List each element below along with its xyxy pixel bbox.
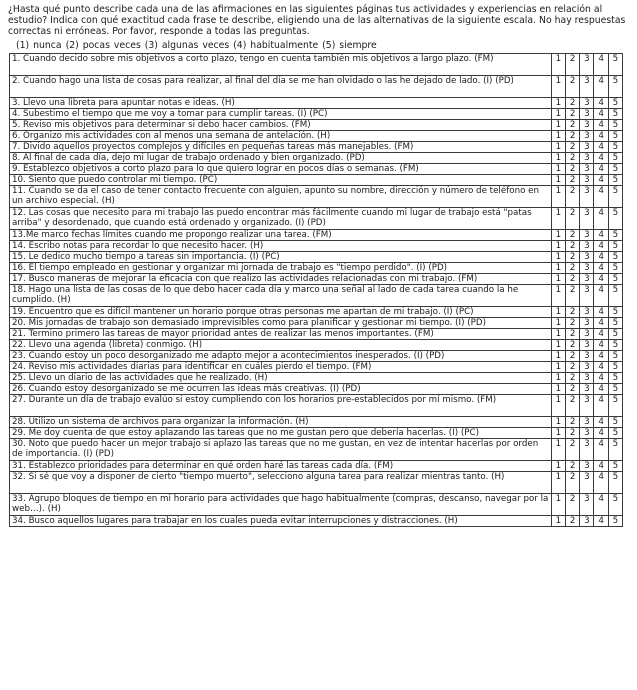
rating-option-3[interactable]: 3 (580, 307, 594, 318)
table-row (10, 340, 623, 351)
rating-option-1[interactable]: 1 (551, 384, 565, 395)
rating-option-4[interactable]: 4 (594, 142, 608, 153)
rating-option-5[interactable]: 5 (608, 307, 622, 318)
rating-option-5[interactable]: 5 (608, 351, 622, 362)
rating-option-1[interactable]: 1 (551, 307, 565, 318)
rating-option-2[interactable]: 2 (566, 241, 580, 252)
rating-option-3[interactable]: 3 (580, 120, 594, 131)
rating-option-2[interactable]: 2 (566, 472, 580, 494)
rating-option-2[interactable]: 2 (566, 461, 580, 472)
rating-option-1[interactable]: 1 (551, 340, 565, 351)
table-row (10, 76, 623, 98)
item-statement: 18. Hago una lista de las cosas de lo que debo hacer cada día y marco una señal al lado de cada tarea cuando la he cumplido. (H) (10, 285, 552, 307)
rating-option-4[interactable]: 4 (594, 109, 608, 120)
rating-option-2[interactable]: 2 (566, 494, 580, 516)
table-row (10, 252, 623, 263)
rating-option-1[interactable]: 1 (551, 439, 565, 461)
rating-option-1[interactable]: 1 (551, 417, 565, 428)
item-statement: 4. Subestimo el tiempo que me voy a tomar para cumplir tareas. (I) (PC) (10, 109, 552, 120)
rating-option-2[interactable]: 2 (566, 153, 580, 164)
rating-option-4[interactable]: 4 (594, 417, 608, 428)
table-row (10, 373, 623, 384)
table-row (10, 439, 623, 461)
rating-option-5[interactable]: 5 (608, 153, 622, 164)
rating-option-3[interactable]: 3 (580, 472, 594, 494)
rating-option-5[interactable]: 5 (608, 109, 622, 120)
rating-option-1[interactable]: 1 (551, 120, 565, 131)
rating-option-3[interactable]: 3 (580, 241, 594, 252)
rating-option-1[interactable]: 1 (551, 428, 565, 439)
rating-option-3[interactable]: 3 (580, 285, 594, 307)
item-statement: 24. Reviso mis actividades diarias para identificar en cuáles pierdo el tiempo. (FM) (10, 362, 552, 373)
rating-option-1[interactable]: 1 (551, 362, 565, 373)
rating-option-4[interactable]: 4 (594, 175, 608, 186)
item-statement: 33. Agrupo bloques de tiempo en mi horario para actividades que hago habitualmente (compras, descanso, navegar por la web…). (H) (10, 494, 552, 516)
rating-option-3[interactable]: 3 (580, 494, 594, 516)
rating-option-3[interactable]: 3 (580, 98, 594, 109)
table-row (10, 318, 623, 329)
rating-option-3[interactable]: 3 (580, 274, 594, 285)
table-row (10, 109, 623, 120)
rating-option-3[interactable]: 3 (580, 395, 594, 417)
rating-option-4[interactable]: 4 (594, 439, 608, 461)
item-statement: 21. Termino primero las tareas de mayor prioridad antes de realizar las menos importantes. (FM) (10, 329, 552, 340)
rating-option-4[interactable]: 4 (594, 395, 608, 417)
rating-option-2[interactable]: 2 (566, 186, 580, 208)
rating-option-2[interactable]: 2 (566, 417, 580, 428)
item-statement: 14. Escribo notas para recordar lo que necesito hacer. (H) (10, 241, 552, 252)
item-statement: 10. Siento que puedo controlar mi tiempo. (PC) (10, 175, 552, 186)
table-row (10, 384, 623, 395)
rating-option-3[interactable]: 3 (580, 351, 594, 362)
item-statement: 15. Le dedico mucho tiempo a tareas sin importancia. (I) (PC) (10, 252, 552, 263)
rating-option-3[interactable]: 3 (580, 142, 594, 153)
table-row (10, 230, 623, 241)
item-statement: 9. Establezco objetivos a corto plazo para lo que quiero lograr en pocos días o semanas. (FM) (10, 164, 552, 175)
rating-option-4[interactable]: 4 (594, 329, 608, 340)
table-row (10, 208, 623, 230)
table-row (10, 461, 623, 472)
rating-option-2[interactable]: 2 (566, 263, 580, 274)
item-statement: 12. Las cosas que necesito para mi trabajo las puedo encontrar más fácilmente cuando mi lugar de trabajo está "patas arriba" y desordenado, que cuando está ordenado y organizado. (I) (PD) (10, 208, 552, 230)
rating-option-2[interactable]: 2 (566, 329, 580, 340)
table-row (10, 351, 623, 362)
rating-option-5[interactable]: 5 (608, 241, 622, 252)
item-statement: 34. Busco aquellos lugares para trabajar en los cuales pueda evitar interrupciones y distracciones. (H) (10, 516, 552, 527)
rating-option-2[interactable]: 2 (566, 54, 580, 76)
rating-option-2[interactable]: 2 (566, 76, 580, 98)
rating-option-3[interactable]: 3 (580, 263, 594, 274)
item-statement: 26. Cuando estoy desorganizado se me ocurren las ideas más creativas. (I) (PD) (10, 384, 552, 395)
rating-option-4[interactable]: 4 (594, 131, 608, 142)
rating-option-4[interactable]: 4 (594, 428, 608, 439)
rating-option-1[interactable]: 1 (551, 208, 565, 230)
table-row (10, 395, 623, 417)
rating-option-4[interactable]: 4 (594, 54, 608, 76)
rating-option-2[interactable]: 2 (566, 373, 580, 384)
item-statement: 13.Me marco fechas límites cuando me propongo realizar una tarea. (FM) (10, 230, 552, 241)
rating-option-4[interactable]: 4 (594, 76, 608, 98)
rating-option-1[interactable]: 1 (551, 274, 565, 285)
rating-option-1[interactable]: 1 (551, 395, 565, 417)
rating-option-2[interactable]: 2 (566, 120, 580, 131)
table-row (10, 274, 623, 285)
rating-option-1[interactable]: 1 (551, 351, 565, 362)
table-row (10, 175, 623, 186)
table-row (10, 494, 623, 516)
rating-option-5[interactable]: 5 (608, 318, 622, 329)
rating-option-3[interactable]: 3 (580, 175, 594, 186)
rating-option-5[interactable]: 5 (608, 395, 622, 417)
item-statement: 8. Al final de cada día, dejo mi lugar de trabajo ordenado y bien organizado. (PD) (10, 153, 552, 164)
rating-option-2[interactable]: 2 (566, 208, 580, 230)
rating-option-4[interactable]: 4 (594, 208, 608, 230)
rating-option-3[interactable]: 3 (580, 516, 594, 527)
rating-option-2[interactable]: 2 (566, 274, 580, 285)
rating-option-1[interactable]: 1 (551, 153, 565, 164)
rating-option-3[interactable]: 3 (580, 153, 594, 164)
rating-option-5[interactable]: 5 (608, 175, 622, 186)
item-statement: 5. Reviso mis objetivos para determinar si debo hacer cambios. (FM) (10, 120, 552, 131)
rating-option-3[interactable]: 3 (580, 384, 594, 395)
rating-option-3[interactable]: 3 (580, 164, 594, 175)
rating-option-1[interactable]: 1 (551, 76, 565, 98)
rating-option-5[interactable]: 5 (608, 340, 622, 351)
rating-option-3[interactable]: 3 (580, 362, 594, 373)
rating-option-4[interactable]: 4 (594, 307, 608, 318)
rating-option-1[interactable]: 1 (551, 494, 565, 516)
item-statement: 30. Noto que puedo hacer un mejor trabajo si aplazo las tareas que no me gustan, en vez de intentar hacerlas por orden de importancia. (I) (PD) (10, 439, 552, 461)
rating-option-4[interactable]: 4 (594, 340, 608, 351)
rating-option-3[interactable]: 3 (580, 131, 594, 142)
table-row (10, 241, 623, 252)
rating-option-4[interactable]: 4 (594, 274, 608, 285)
item-statement: 17. Busco maneras de mejorar la eficacia con que realizo las actividades relacionadas con mi trabajo. (FM) (10, 274, 552, 285)
item-statement: 3. Llevo una libreta para apuntar notas e ideas. (H) (10, 98, 552, 109)
item-statement: 2. Cuando hago una lista de cosas para realizar, al final del día se me han olvidado o las he dejado de lado. (I) (PD) (10, 76, 552, 98)
rating-option-5[interactable]: 5 (608, 252, 622, 263)
rating-option-3[interactable]: 3 (580, 428, 594, 439)
table-row (10, 131, 623, 142)
rating-option-4[interactable]: 4 (594, 384, 608, 395)
item-statement: 28. Utilizo un sistema de archivos para organizar la información. (H) (10, 417, 552, 428)
rating-option-5[interactable]: 5 (608, 285, 622, 307)
item-statement: 31. Establezco prioridades para determinar en qué orden haré las tareas cada día. (FM) (10, 461, 552, 472)
rating-option-4[interactable]: 4 (594, 164, 608, 175)
rating-option-1[interactable]: 1 (551, 263, 565, 274)
rating-option-5[interactable]: 5 (608, 131, 622, 142)
table-row (10, 516, 623, 527)
rating-option-2[interactable]: 2 (566, 142, 580, 153)
table-row (10, 472, 623, 494)
rating-option-2[interactable]: 2 (566, 395, 580, 417)
item-statement: 23. Cuando estoy un poco desorganizado me adapto mejor a acontecimientos inesperados. (I) (PD) (10, 351, 552, 362)
rating-option-5[interactable]: 5 (608, 164, 622, 175)
rating-option-2[interactable]: 2 (566, 439, 580, 461)
table-row (10, 263, 623, 274)
rating-option-1[interactable]: 1 (551, 252, 565, 263)
rating-option-5[interactable]: 5 (608, 142, 622, 153)
rating-option-4[interactable]: 4 (594, 373, 608, 384)
rating-option-4[interactable]: 4 (594, 252, 608, 263)
table-row (10, 164, 623, 175)
item-statement: 22. Llevo una agenda (libreta) conmigo. (H) (10, 340, 552, 351)
rating-option-1[interactable]: 1 (551, 175, 565, 186)
rating-option-1[interactable]: 1 (551, 230, 565, 241)
rating-option-5[interactable]: 5 (608, 98, 622, 109)
rating-option-1[interactable]: 1 (551, 109, 565, 120)
rating-option-2[interactable]: 2 (566, 340, 580, 351)
rating-option-5[interactable]: 5 (608, 263, 622, 274)
rating-option-1[interactable]: 1 (551, 142, 565, 153)
rating-option-2[interactable]: 2 (566, 318, 580, 329)
rating-option-3[interactable]: 3 (580, 373, 594, 384)
rating-option-4[interactable]: 4 (594, 285, 608, 307)
rating-option-4[interactable]: 4 (594, 186, 608, 208)
item-statement: 20. Mis jornadas de trabajo son demasiado imprevisibles como para planificar y gestionar mi tiempo. (I) (PD) (10, 318, 552, 329)
rating-option-4[interactable]: 4 (594, 516, 608, 527)
rating-option-5[interactable]: 5 (608, 494, 622, 516)
rating-option-2[interactable]: 2 (566, 175, 580, 186)
rating-option-4[interactable]: 4 (594, 241, 608, 252)
rating-option-2[interactable]: 2 (566, 307, 580, 318)
rating-option-3[interactable]: 3 (580, 329, 594, 340)
rating-option-2[interactable]: 2 (566, 384, 580, 395)
rating-option-3[interactable]: 3 (580, 230, 594, 241)
item-statement: 27. Durante un día de trabajo evalúo si estoy cumpliendo con los horarios pre-establecidos por mí mismo. (FM) (10, 395, 552, 417)
table-row (10, 153, 623, 164)
rating-option-1[interactable]: 1 (551, 164, 565, 175)
item-statement: 7. Divido aquellos proyectos complejos y difíciles en pequeñas tareas más manejables. (FM) (10, 142, 552, 153)
item-statement: 16. El tiempo empleado en gestionar y organizar mi jornada de trabajo es "tiempo perdido". (I) (PD) (10, 263, 552, 274)
rating-option-5[interactable]: 5 (608, 516, 622, 527)
rating-option-5[interactable]: 5 (608, 373, 622, 384)
rating-option-4[interactable]: 4 (594, 351, 608, 362)
rating-option-2[interactable]: 2 (566, 285, 580, 307)
rating-option-2[interactable]: 2 (566, 252, 580, 263)
rating-option-2[interactable]: 2 (566, 230, 580, 241)
questionnaire-table (9, 53, 623, 527)
table-row (10, 417, 623, 428)
rating-option-3[interactable]: 3 (580, 109, 594, 120)
rating-option-4[interactable]: 4 (594, 98, 608, 109)
rating-option-2[interactable]: 2 (566, 98, 580, 109)
rating-option-5[interactable]: 5 (608, 76, 622, 98)
rating-option-1[interactable]: 1 (551, 241, 565, 252)
rating-option-1[interactable]: 1 (551, 54, 565, 76)
table-row (10, 307, 623, 318)
table-row (10, 54, 623, 76)
rating-option-4[interactable]: 4 (594, 230, 608, 241)
rating-option-3[interactable]: 3 (580, 439, 594, 461)
table-row (10, 186, 623, 208)
rating-option-5[interactable]: 5 (608, 120, 622, 131)
rating-option-2[interactable]: 2 (566, 428, 580, 439)
table-row (10, 98, 623, 109)
rating-option-5[interactable]: 5 (608, 439, 622, 461)
rating-option-3[interactable]: 3 (580, 318, 594, 329)
rating-option-5[interactable]: 5 (608, 428, 622, 439)
rating-option-1[interactable]: 1 (551, 461, 565, 472)
item-statement: 32. Si sé que voy a disponer de cierto "tiempo muerto", selecciono alguna tarea para realizar mientras tanto. (H) (10, 472, 552, 494)
rating-option-5[interactable]: 5 (608, 417, 622, 428)
rating-option-5[interactable]: 5 (608, 472, 622, 494)
item-statement: 19. Encuentro que es difícil mantener un horario porque otras personas me apartan de mi trabajo. (I) (PC) (10, 307, 552, 318)
rating-option-2[interactable]: 2 (566, 109, 580, 120)
rating-option-5[interactable]: 5 (608, 208, 622, 230)
rating-option-2[interactable]: 2 (566, 362, 580, 373)
rating-option-3[interactable]: 3 (580, 340, 594, 351)
rating-option-4[interactable]: 4 (594, 153, 608, 164)
rating-option-5[interactable]: 5 (608, 274, 622, 285)
rating-option-1[interactable]: 1 (551, 329, 565, 340)
table-row (10, 285, 623, 307)
item-statement: 25. Llevo un diario de las actividades que he realizado. (H) (10, 373, 552, 384)
rating-option-4[interactable]: 4 (594, 318, 608, 329)
rating-option-1[interactable]: 1 (551, 98, 565, 109)
rating-option-4[interactable]: 4 (594, 472, 608, 494)
rating-option-2[interactable]: 2 (566, 164, 580, 175)
rating-option-4[interactable]: 4 (594, 263, 608, 274)
scale-legend: (1) nunca (2) pocas veces (3) algunas veces (4) habitualmente (5) siempre (16, 40, 377, 51)
rating-option-1[interactable]: 1 (551, 186, 565, 208)
table-row (10, 428, 623, 439)
rating-option-5[interactable]: 5 (608, 186, 622, 208)
item-statement: 11. Cuando se da el caso de tener contacto frecuente con alguien, apunto su nombre, dirección y número de teléfono en un archivo especial. (H) (10, 186, 552, 208)
table-row (10, 362, 623, 373)
rating-option-3[interactable]: 3 (580, 461, 594, 472)
table-row (10, 142, 623, 153)
rating-option-5[interactable]: 5 (608, 329, 622, 340)
rating-option-1[interactable]: 1 (551, 373, 565, 384)
rating-option-1[interactable]: 1 (551, 285, 565, 307)
rating-option-5[interactable]: 5 (608, 461, 622, 472)
rating-option-3[interactable]: 3 (580, 54, 594, 76)
rating-option-2[interactable]: 2 (566, 131, 580, 142)
rating-option-2[interactable]: 2 (566, 351, 580, 362)
rating-option-3[interactable]: 3 (580, 76, 594, 98)
rating-option-4[interactable]: 4 (594, 120, 608, 131)
rating-option-3[interactable]: 3 (580, 417, 594, 428)
rating-option-1[interactable]: 1 (551, 472, 565, 494)
rating-option-1[interactable]: 1 (551, 131, 565, 142)
item-statement: 6. Organizo mis actividades con al menos una semana de antelación. (H) (10, 131, 552, 142)
rating-option-4[interactable]: 4 (594, 362, 608, 373)
rating-option-5[interactable]: 5 (608, 54, 622, 76)
rating-option-5[interactable]: 5 (608, 230, 622, 241)
item-statement: 29. Me doy cuenta de que estoy aplazando las tareas que no me gustan pero que debería hacerlas. (I) (PC) (10, 428, 552, 439)
rating-option-1[interactable]: 1 (551, 318, 565, 329)
rating-option-1[interactable]: 1 (551, 516, 565, 527)
rating-option-3[interactable]: 3 (580, 208, 594, 230)
rating-option-3[interactable]: 3 (580, 252, 594, 263)
table-row (10, 120, 623, 131)
rating-option-3[interactable]: 3 (580, 186, 594, 208)
table-row (10, 329, 623, 340)
rating-option-5[interactable]: 5 (608, 384, 622, 395)
instructions-text: ¿Hasta qué punto describe cada una de las afirmaciones en las siguientes páginas tus actividades y experiencias en relación al estudio? Indica con qué exactitud cada frase te describe, eligiendo una de las alternativas de la siguiente escala. No hay respuestas correctas ni erróneas. Por favor, responde a todas las preguntas. (8, 4, 626, 37)
item-statement: 1. Cuando decido sobre mis objetivos a corto plazo, tengo en cuenta también mis objetivos a largo plazo. (FM) (10, 54, 552, 76)
rating-option-5[interactable]: 5 (608, 362, 622, 373)
rating-option-2[interactable]: 2 (566, 516, 580, 527)
rating-option-4[interactable]: 4 (594, 461, 608, 472)
rating-option-4[interactable]: 4 (594, 494, 608, 516)
